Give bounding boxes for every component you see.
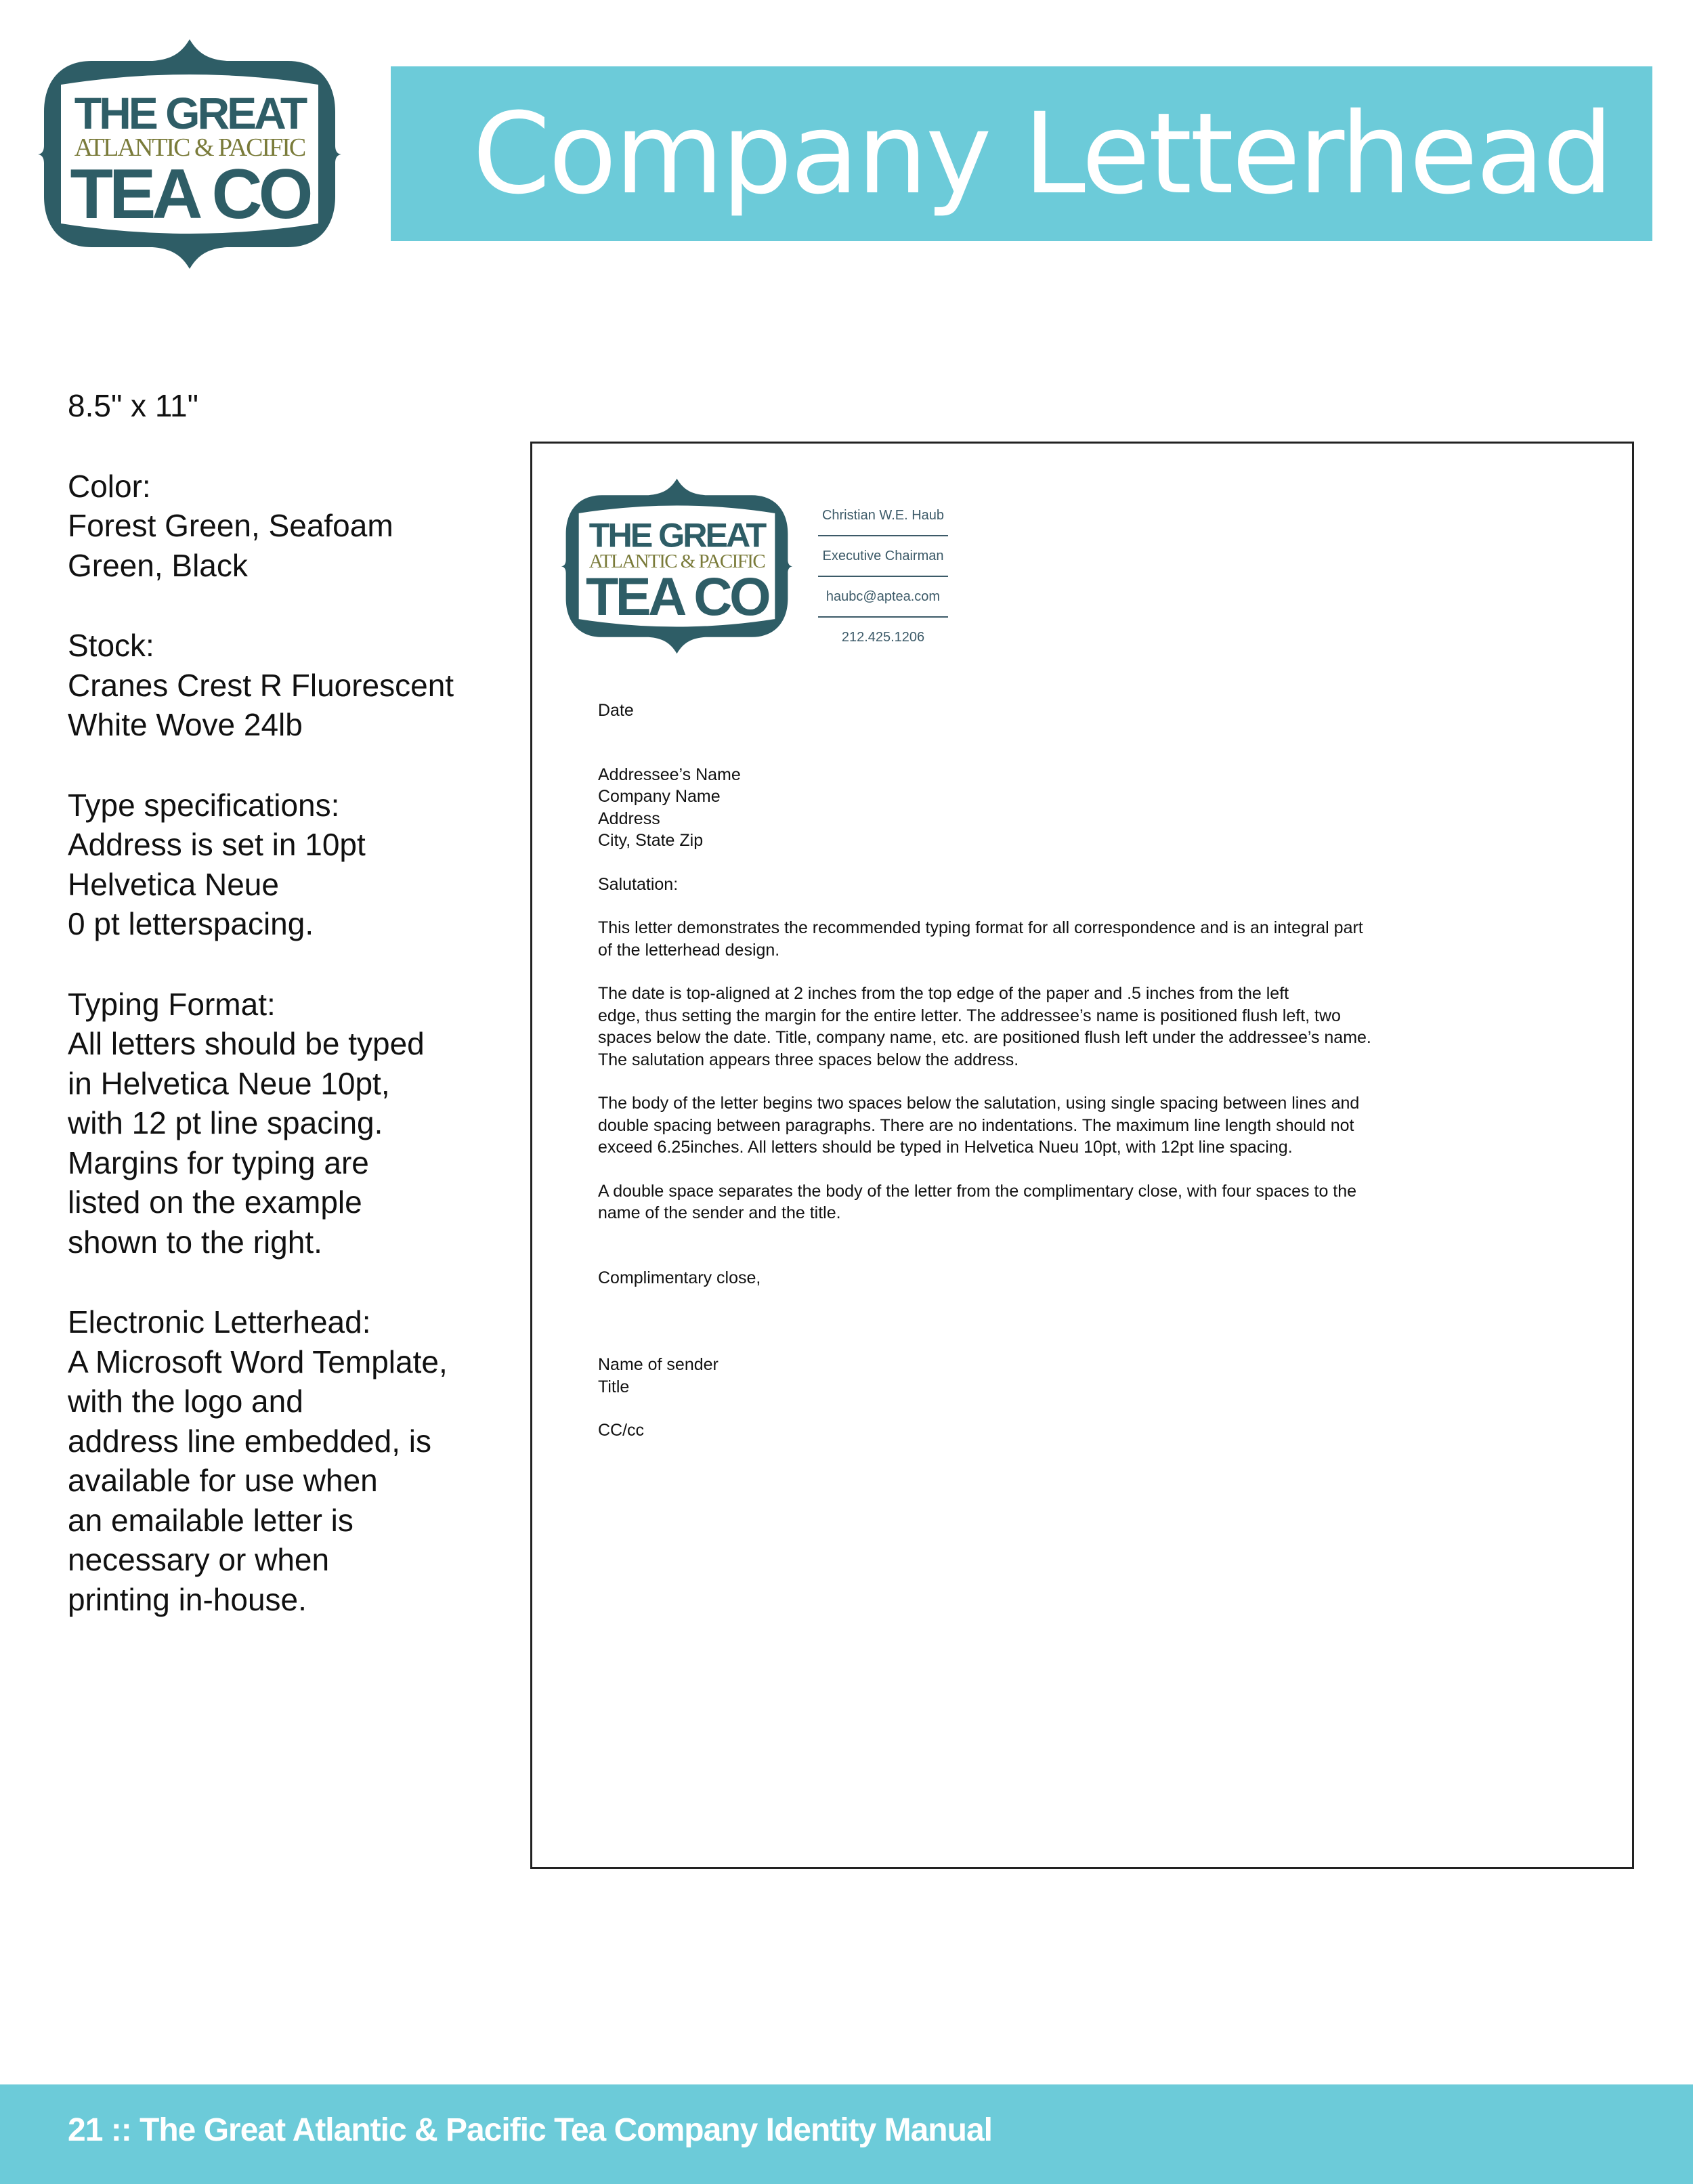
spec-line: listed on the example [68,1184,362,1220]
spec-heading: Color: [68,468,151,504]
logo-line-2: ATLANTIC & PACIFIC [74,133,305,162]
letter-body [598,700,1438,1442]
letter-salutation: Salutation: [598,874,679,894]
logo-line-2: ATLANTIC & PACIFIC [588,550,765,572]
spec-line: printing in-house. [68,1581,307,1617]
contact-name: Christian W.E. Haub [818,496,948,536]
spec-electronic [68,1302,501,1619]
paragraph-line: The body of the letter begins two spaces below the salutation, using single spacing between lines and [598,1094,1360,1113]
spec-stock [68,626,501,745]
contact-phone: 212.425.1206 [841,629,925,645]
letter-paragraph [598,1180,1438,1224]
logo-line-1: THE GREAT [74,88,305,138]
spec-line: address line embedded, is [68,1423,431,1459]
spec-line: an emailable letter is [68,1502,353,1538]
spec-line: with the logo and [68,1384,303,1419]
paragraph-line: The date is top-aligned at 2 inches from the top edge of the paper and .5 inches from the left [598,984,1289,1003]
spec-line: Forest Green, Seafoam [68,508,393,543]
paragraph-line: exceed 6.25inches. All letters should be typed in Helvetica Nueu 10pt, with 12pt line spacing. [598,1138,1293,1157]
sender-title: Title [598,1377,630,1396]
spec-line: available for use when [68,1463,378,1498]
paragraph-line: name of the sender and the title. [598,1203,841,1222]
spec-heading: Type specifications: [68,787,340,823]
paragraph-line: This letter demonstrates the recommended typing format for all correspondence and is an integral part [598,918,1363,937]
spec-line: A Microsoft Word Template, [68,1344,448,1379]
spec-heading: Stock: [68,628,154,663]
spec-line: with 12 pt line spacing. [68,1105,383,1140]
logo-line-1: THE GREAT [588,515,765,555]
paragraph-line: of the letterhead design. [598,940,780,960]
address-line: City, State Zip [598,831,704,850]
logo-line-3: TEA CO [585,566,769,627]
spec-size [68,386,501,426]
title-banner [391,66,1652,241]
address-line: Addressee’s Name [598,765,741,784]
spec-line: 8.5" x 11" [68,388,198,423]
tea-co-logo-graphic [37,34,342,274]
contact-email: haubc@aptea.com [818,577,948,618]
letter-paragraph [598,917,1438,961]
paragraph-line: spaces below the date. Title, company name, etc. are positioned flush left under the addressee’s name. [598,1028,1371,1047]
spec-line: Margins for typing are [68,1144,369,1180]
spec-line: Green, Black [68,547,248,583]
sender-name: Name of sender [598,1355,719,1374]
paragraph-line: double spacing between paragraphs. There are no indentations. The maximum line length should not [598,1115,1354,1135]
spec-line: Address is set in 10pt [68,827,366,862]
spec-line: necessary or when [68,1542,330,1577]
spec-typing-format [68,985,501,1262]
page-title: Company Letterhead [472,89,1612,219]
spec-line: 0 pt letterspacing. [68,906,314,941]
letter-close: Complimentary close, [598,1268,761,1287]
tea-co-logo-graphic-small [561,474,793,658]
spec-type [68,786,501,944]
spec-line: Helvetica Neue [68,866,279,902]
spec-line: shown to the right. [68,1224,322,1260]
address-line: Company Name [598,787,721,806]
spec-line: All letters should be typed [68,1026,425,1061]
footer-text: 21 :: The Great Atlantic & Pacific Tea Company Identity Manual [68,2112,992,2148]
spec-heading: Electronic Letterhead: [68,1304,371,1340]
contact-block [818,496,948,657]
spec-line: in Helvetica Neue 10pt, [68,1065,390,1101]
logo-line-3: TEA CO [70,155,309,234]
letter-cc: CC/cc [598,1421,645,1440]
paragraph-line: A double space separates the body of the letter from the complimentary close, with four spaces to the [598,1181,1357,1201]
spec-color [68,467,501,586]
company-logo [37,34,342,274]
letter-date: Date [598,701,634,720]
address-line: Address [598,809,660,828]
spec-line: White Wove 24lb [68,707,303,742]
letter-paragraph [598,1092,1438,1159]
paragraph-line: edge, thus setting the margin for the entire letter. The addressee’s name is positioned flush left, two [598,1006,1341,1025]
letter-logo [561,474,793,658]
spec-list [68,386,501,1660]
spec-line: Cranes Crest R Fluorescent [68,667,454,703]
paragraph-line: The salutation appears three spaces below the address. [598,1050,1019,1069]
letter-address [598,764,1438,852]
letter-paragraph [598,983,1438,1071]
contact-title: Executive Chairman [818,536,948,577]
spec-heading: Typing Format: [68,986,276,1022]
